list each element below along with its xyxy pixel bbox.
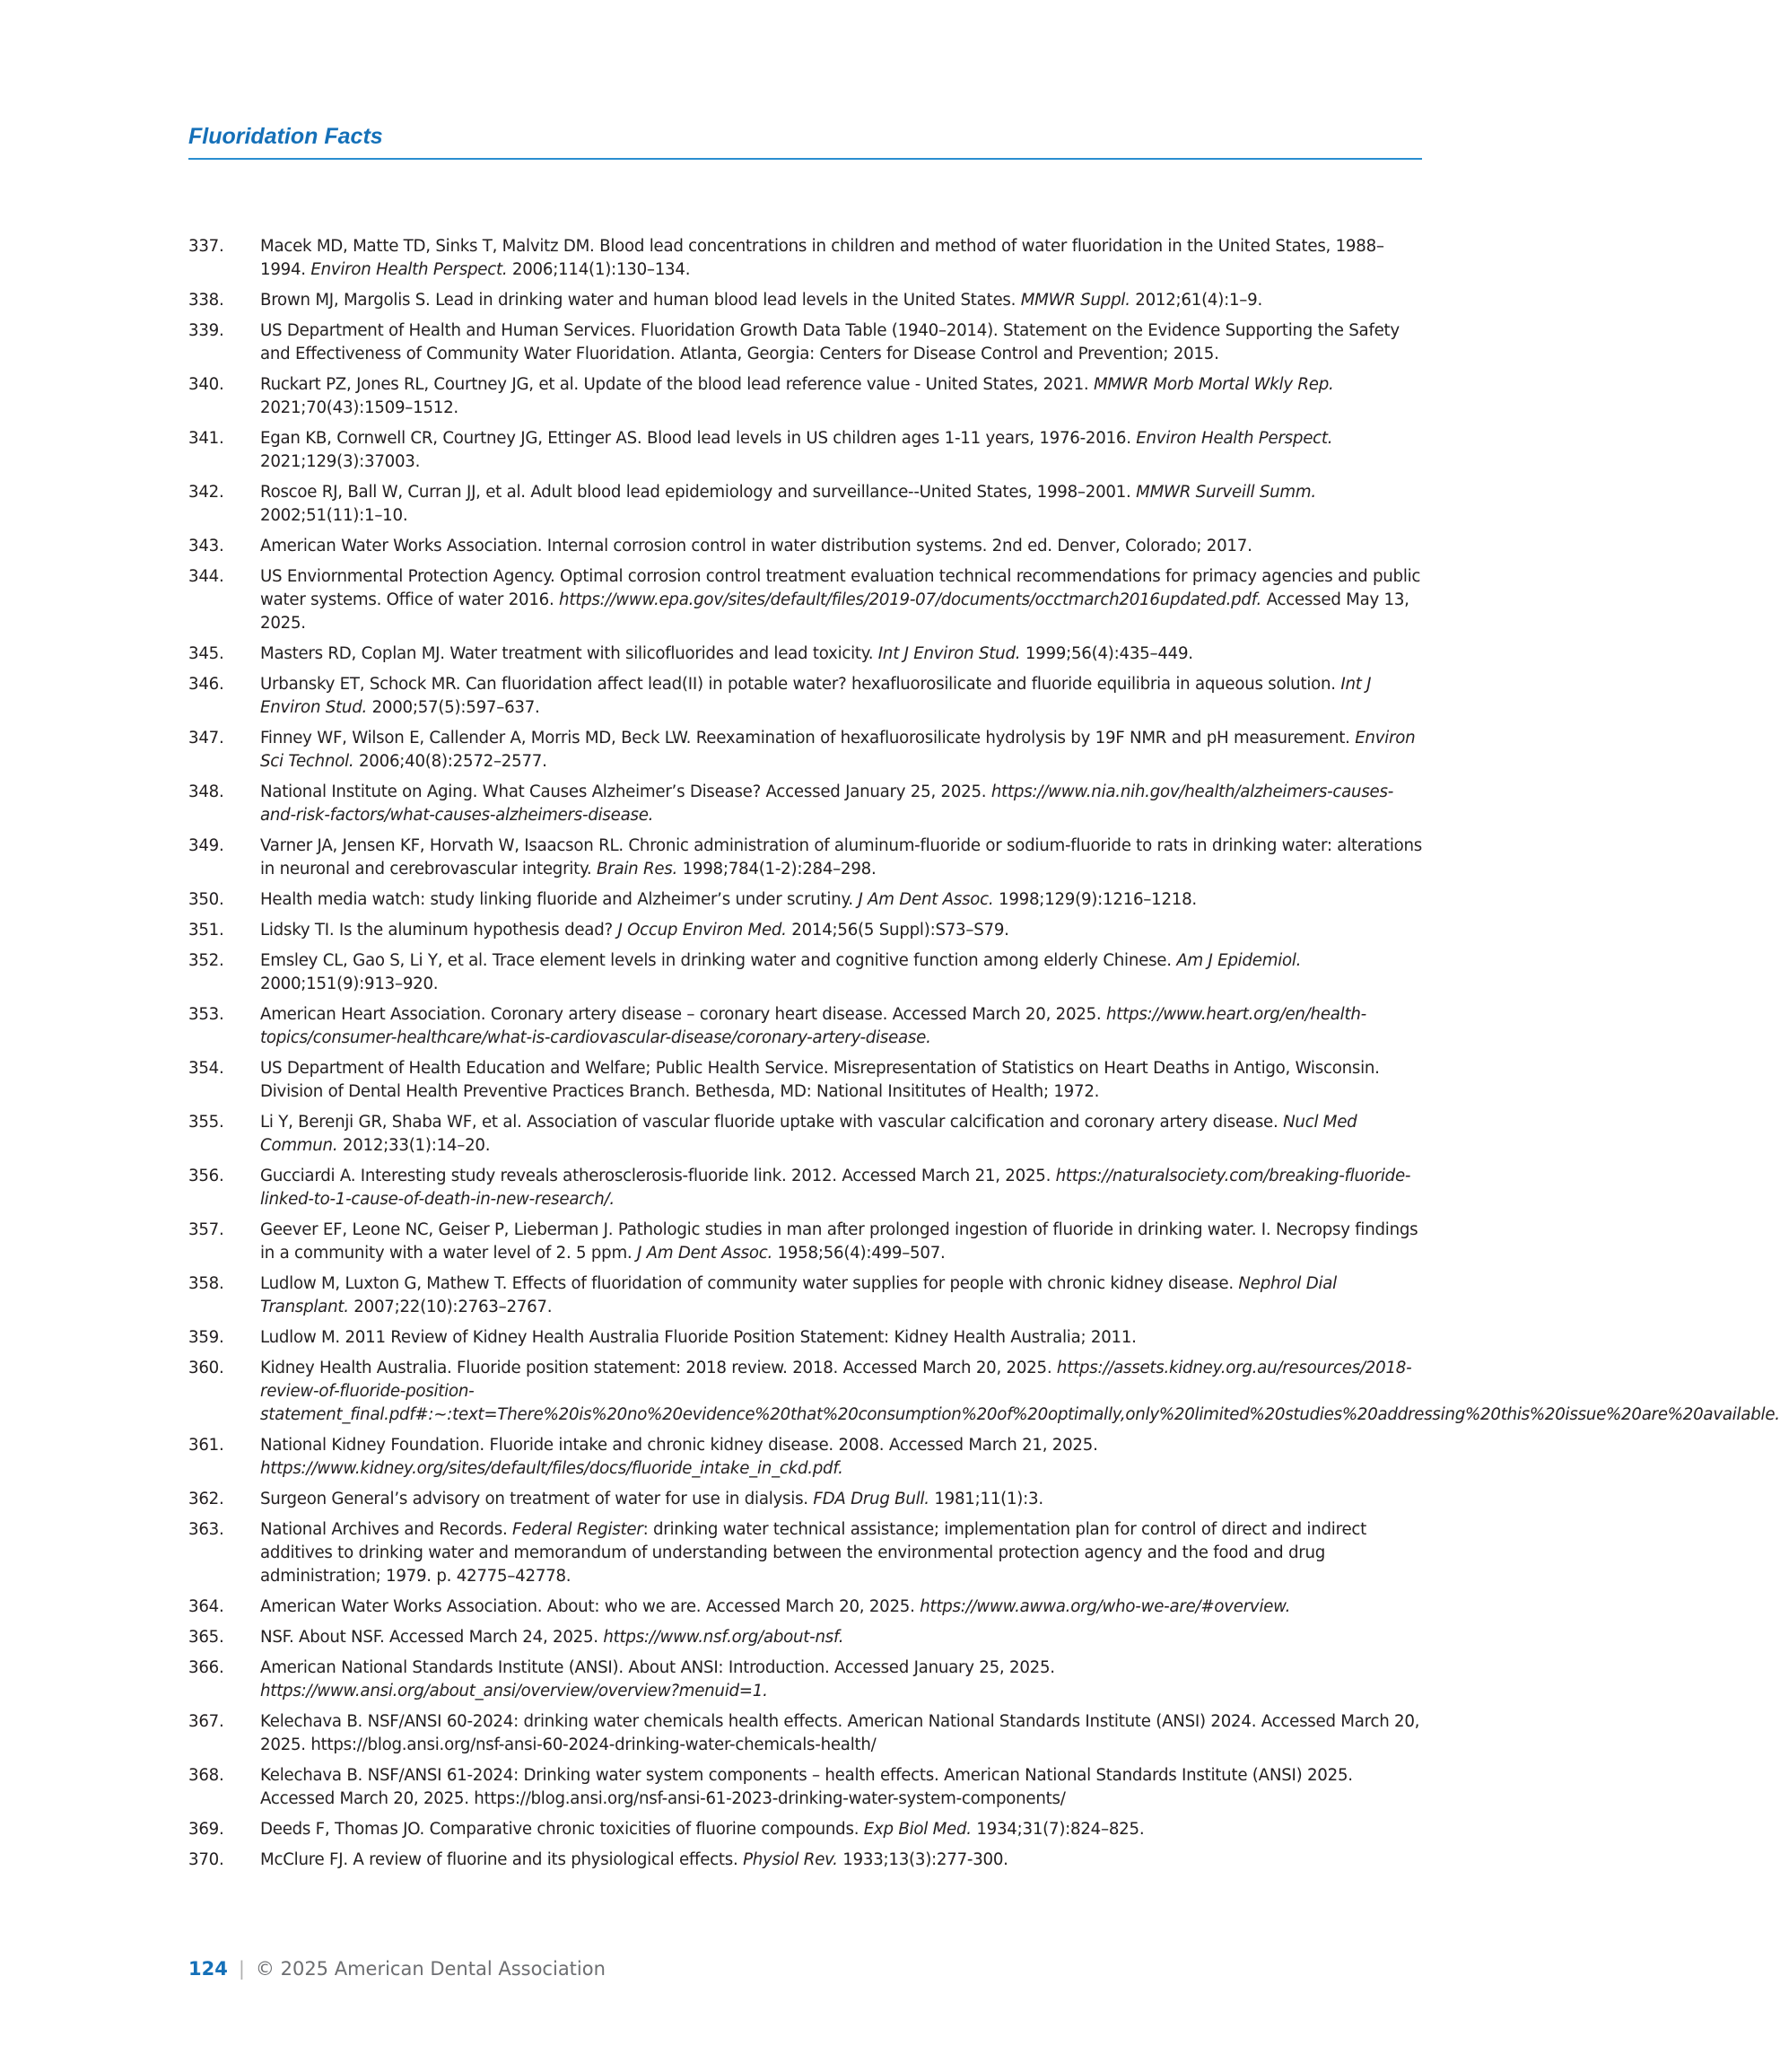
reference-text: US Department of Health Education and Welfare; Public Health Service. Misrepresentation of Statistics on Heart Deaths in Antigo, Wisconsin. Division of Dental Health Preventive Practices Branch. Bethesda, MD: National Insititutes of Health; 1972.	[260, 1059, 1380, 1101]
reference-text: 2006;114(1):130–134.	[507, 260, 691, 279]
reference-number: 362.	[188, 1490, 224, 1508]
reference-text: 2002;51(11):1–10.	[260, 506, 408, 525]
reference-number: 343.	[188, 537, 224, 555]
reference-italic-text: https://naturalsociety.com/breaking-fluoride-linked-to-1-cause-of-death-in-new-research/.	[260, 1167, 1411, 1209]
reference-number: 347.	[188, 729, 224, 747]
reference-item	[188, 427, 1422, 474]
reference-text: Accessed May 13, 2025.	[260, 590, 1409, 633]
reference-item	[188, 781, 1422, 827]
reference-item	[188, 535, 1422, 558]
reference-italic-text: Exp Biol Med.	[863, 1820, 972, 1839]
reference-number: 349.	[188, 836, 224, 855]
reference-italic-text: Int J Environ Stud.	[260, 675, 1372, 717]
reference-italic-text: Environ Sci Technol.	[260, 729, 1416, 771]
reference-item	[188, 1165, 1422, 1211]
reference-text: Lidsky TI. Is the aluminum hypothesis dead?	[260, 921, 618, 940]
reference-number: 351.	[188, 921, 224, 940]
reference-text: Surgeon General’s advisory on treatment of water for use in dialysis.	[260, 1490, 814, 1508]
reference-text: 2000;151(9):913–920.	[260, 975, 439, 993]
reference-item	[188, 1488, 1422, 1511]
reference-item	[188, 1596, 1422, 1619]
reference-text: Brown MJ, Margolis S. Lead in drinking water and human blood lead levels in the United States.	[260, 291, 1021, 310]
reference-item	[188, 727, 1422, 774]
reference-text: 2000;57(5):597–637.	[367, 698, 540, 717]
reference-italic-text: Nucl Med Commun.	[260, 1113, 1357, 1155]
reference-number: 350.	[188, 890, 224, 909]
reference-item	[188, 1818, 1422, 1841]
reference-text: 1999;56(4):435–449.	[1020, 644, 1193, 663]
reference-italic-text: J Am Dent Assoc.	[636, 1244, 773, 1263]
reference-text: 2021;70(43):1509–1512.	[260, 398, 458, 417]
reference-italic-text: MMWR Suppl.	[1020, 291, 1130, 310]
page-footer	[188, 1958, 606, 1980]
reference-number: 363.	[188, 1520, 224, 1539]
reference-number: 368.	[188, 1766, 224, 1785]
reference-text: Urbansky ET, Schock MR. Can fluoridation affect lead(II) in potable water? hexafluorosilicate and fluoride equilibria in aqueous solution.	[260, 675, 1341, 694]
reference-italic-text: https://assets.kidney.org.au/resources/2018-review-of-fluoride-position-statement_final.pdf#:~:text=There%20is%20no%20evidence%20that%20consumption%20of%20optimally,only%20limited%20studies%20addressing%20this%20issue%20are%20available.	[260, 1359, 1780, 1424]
reference-text: Deeds F, Thomas JO. Comparative chronic toxicities of fluorine compounds.	[260, 1820, 864, 1839]
reference-text: US Enviornmental Protection Agency. Optimal corrosion control treatment evaluation technical recommendations for primacy agencies and public water systems. Office of water 2016.	[260, 567, 1421, 609]
reference-item	[188, 835, 1422, 881]
reference-number: 341.	[188, 429, 224, 448]
reference-italic-text: MMWR Morb Mortal Wkly Rep.	[1093, 375, 1334, 394]
reference-italic-text: https://www.epa.gov/sites/default/files/2019-07/documents/occtmarch2016updated.pdf.	[559, 590, 1262, 609]
reference-italic-text: FDA Drug Bull.	[813, 1490, 929, 1508]
reference-text: US Department of Health and Human Services. Fluoridation Growth Data Table (1940–2014). Statement on the Evidence Supporting the Safety and Effectiveness of Community Water Fluoridation. Atlanta, Georgia: Centers for Disease Control and Prevention; 2015.	[260, 321, 1400, 363]
reference-italic-text: Am J Epidemiol.	[1176, 951, 1302, 970]
reference-text: Kelechava B. NSF/ANSI 61-2024: Drinking water system components – health effects. American National Standards Institute (ANSI) 2025. Accessed March 20, 2025. https://blog.ansi.org/nsf-ansi-61-2023-drinking-water-system-components/	[260, 1766, 1353, 1808]
reference-text: Finney WF, Wilson E, Callender A, Morris MD, Beck LW. Reexamination of hexafluorosilicate hydrolysis by 19F NMR and pH measurement.	[260, 729, 1356, 747]
reference-italic-text: Environ Health Perspect.	[310, 260, 508, 279]
reference-text: 1933;13(3):277-300.	[837, 1850, 1008, 1869]
reference-item	[188, 481, 1422, 528]
reference-italic-text: J Occup Environ Med.	[617, 921, 787, 940]
reference-number: 346.	[188, 675, 224, 694]
reference-item	[188, 643, 1422, 666]
reference-italic-text: MMWR Surveill Summ.	[1136, 483, 1316, 502]
reference-text: Varner JA, Jensen KF, Horvath W, Isaacson RL. Chronic administration of aluminum-fluoride or sodium-fluoride to rats in drinking water: alterations in neuronal and cerebrovascular integrity.	[260, 836, 1423, 879]
reference-number: 344.	[188, 567, 224, 586]
reference-text: : drinking water technical assistance; implementation plan for control of direct and indirect additives to drinking water and memorandum of understanding between the environmental protection agency and the food and drug administration; 1979. p. 42775–42778.	[260, 1520, 1367, 1586]
reference-text: Roscoe RJ, Ball W, Curran JJ, et al. Adult blood lead epidemiology and surveillance--United States, 1998–2001.	[260, 483, 1137, 502]
reference-italic-text: https://www.nsf.org/about-nsf.	[603, 1628, 844, 1647]
reference-text: 2012;61(4):1–9.	[1130, 291, 1262, 310]
reference-list	[188, 235, 1780, 1879]
reference-item	[188, 373, 1422, 420]
reference-item	[188, 1357, 1780, 1427]
reference-item	[188, 1272, 1422, 1319]
reference-item	[188, 1518, 1422, 1588]
reference-text: 1998;784(1-2):284–298.	[677, 860, 877, 879]
reference-item	[188, 1219, 1422, 1265]
reference-text: 2021;129(3):37003.	[260, 452, 421, 471]
reference-number: 342.	[188, 483, 224, 502]
reference-item	[188, 1710, 1422, 1757]
footer-separator: |	[238, 1958, 245, 1980]
reference-number: 366.	[188, 1658, 224, 1677]
reference-text: Ludlow M, Luxton G, Mathew T. Effects of fluoridation of community water supplies for people with chronic kidney disease.	[260, 1274, 1239, 1293]
reference-item	[188, 1764, 1422, 1811]
reference-item	[188, 919, 1422, 942]
running-header-title: Fluoridation Facts	[188, 124, 383, 149]
reference-number: 339.	[188, 321, 224, 340]
reference-text: Kelechava B. NSF/ANSI 60-2024: drinking water chemicals health effects. American National Standards Institute (ANSI) 2024. Accessed March 20, 2025. https://blog.ansi.org/nsf-ansi-60-2024-drinking-water-chemicals-health/	[260, 1712, 1420, 1754]
reference-item	[188, 1111, 1422, 1158]
reference-italic-text: Nephrol Dial Transplant.	[260, 1274, 1337, 1316]
reference-number: 355.	[188, 1113, 224, 1132]
reference-text: American Water Works Association. Internal corrosion control in water distribution systems. 2nd ed. Denver, Colorado; 2017.	[260, 537, 1252, 555]
reference-italic-text: Int J Environ Stud.	[877, 644, 1021, 663]
reference-item	[188, 235, 1422, 282]
reference-text: 1981;11(1):3.	[929, 1490, 1043, 1508]
reference-text: American Heart Association. Coronary artery disease – coronary heart disease. Accessed March 20, 2025.	[260, 1005, 1106, 1024]
reference-item	[188, 319, 1422, 366]
reference-text: McClure FJ. A review of fluorine and its physiological effects.	[260, 1850, 744, 1869]
reference-number: 352.	[188, 951, 224, 970]
reference-text: Gucciardi A. Interesting study reveals atherosclerosis-fluoride link. 2012. Accessed March 21, 2025.	[260, 1167, 1056, 1185]
reference-number: 367.	[188, 1712, 224, 1731]
reference-number: 358.	[188, 1274, 224, 1293]
reference-text: Kidney Health Australia. Fluoride position statement: 2018 review. 2018. Accessed March 20, 2025.	[260, 1359, 1057, 1377]
reference-number: 354.	[188, 1059, 224, 1078]
reference-item	[188, 1849, 1422, 1872]
reference-number: 370.	[188, 1850, 224, 1869]
reference-item	[188, 1626, 1422, 1649]
reference-italic-text: Physiol Rev.	[743, 1850, 838, 1869]
reference-number: 337.	[188, 237, 224, 256]
reference-item	[188, 1057, 1422, 1104]
reference-text: NSF. About NSF. Accessed March 24, 2025.	[260, 1628, 604, 1647]
reference-text: National Institute on Aging. What Causes Alzheimer’s Disease? Accessed January 25, 2025.	[260, 782, 991, 801]
reference-italic-text: Federal Register	[512, 1520, 643, 1539]
reference-text: 2006;40(8):2572–2577.	[353, 752, 547, 771]
reference-italic-text: https://www.awwa.org/who-we-are/#overview.	[920, 1597, 1291, 1616]
reference-number: 365.	[188, 1628, 224, 1647]
reference-item	[188, 673, 1422, 720]
reference-text: American Water Works Association. About: who we are. Accessed March 20, 2025.	[260, 1597, 921, 1616]
reference-italic-text: https://www.ansi.org/about_ansi/overview/overview?menuid=1.	[260, 1682, 768, 1700]
reference-number: 345.	[188, 644, 224, 663]
reference-text: American National Standards Institute (ANSI). About ANSI: Introduction. Accessed January 25, 2025.	[260, 1658, 1055, 1677]
reference-text: 1958;56(4):499–507.	[772, 1244, 946, 1263]
reference-number: 340.	[188, 375, 224, 394]
reference-text: Egan KB, Cornwell CR, Courtney JG, Ettinger AS. Blood lead levels in US children ages 1-11 years, 1976-2016.	[260, 429, 1137, 448]
reference-text: Emsley CL, Gao S, Li Y, et al. Trace element levels in drinking water and cognitive function among elderly Chinese.	[260, 951, 1177, 970]
reference-text: Health media watch: study linking fluoride and Alzheimer’s under scrutiny.	[260, 890, 859, 909]
reference-item	[188, 949, 1422, 996]
reference-item	[188, 565, 1422, 635]
reference-text: Macek MD, Matte TD, Sinks T, Malvitz DM. Blood lead concentrations in children and method of water fluoridation in the United States, 1988–1994.	[260, 237, 1384, 279]
reference-text: 2012;33(1):14–20.	[337, 1136, 491, 1155]
reference-item	[188, 1434, 1422, 1481]
reference-text: Masters RD, Coplan MJ. Water treatment with silicofluorides and lead toxicity.	[260, 644, 878, 663]
reference-item	[188, 1657, 1422, 1703]
reference-number: 360.	[188, 1359, 224, 1377]
copyright-notice: © 2025 American Dental Association	[255, 1958, 606, 1980]
reference-number: 357.	[188, 1220, 224, 1239]
reference-italic-text: https://www.heart.org/en/health-topics/consumer-healthcare/what-is-cardiovascular-disease/coronary-artery-disease.	[260, 1005, 1366, 1047]
reference-text: 1934;31(7):824–825.	[971, 1820, 1145, 1839]
reference-number: 353.	[188, 1005, 224, 1024]
page-number: 124	[188, 1958, 228, 1980]
reference-item	[188, 289, 1422, 312]
reference-number: 369.	[188, 1820, 224, 1839]
reference-item	[188, 1003, 1422, 1050]
reference-number: 356.	[188, 1167, 224, 1185]
reference-number: 364.	[188, 1597, 224, 1616]
reference-italic-text: J Am Dent Assoc.	[858, 890, 994, 909]
reference-number: 361.	[188, 1436, 224, 1455]
reference-text: National Kidney Foundation. Fluoride intake and chronic kidney disease. 2008. Accessed March 21, 2025.	[260, 1436, 1098, 1455]
reference-text: Ruckart PZ, Jones RL, Courtney JG, et al. Update of the blood lead reference value - United States, 2021.	[260, 375, 1094, 394]
reference-item	[188, 1326, 1422, 1350]
reference-text: Ludlow M. 2011 Review of Kidney Health Australia Fluoride Position Statement: Kidney Health Australia; 2011.	[260, 1328, 1137, 1347]
reference-number: 338.	[188, 291, 224, 310]
header-divider	[188, 158, 1422, 160]
reference-text: Li Y, Berenji GR, Shaba WF, et al. Association of vascular fluoride uptake with vascular calcification and coronary artery disease.	[260, 1113, 1284, 1132]
reference-text: Geever EF, Leone NC, Geiser P, Lieberman J. Pathologic studies in man after prolonged ingestion of fluoride in drinking water. I. Necropsy findings in a community with a water level of 2. 5 ppm.	[260, 1220, 1418, 1263]
reference-italic-text: https://www.kidney.org/sites/default/files/docs/fluoride_intake_in_ckd.pdf.	[260, 1459, 843, 1478]
reference-italic-text: https://www.nia.nih.gov/health/alzheimers-causes-and-risk-factors/what-causes-alzheimers-disease.	[260, 782, 1394, 825]
reference-text: 1998;129(9):1216–1218.	[993, 890, 1197, 909]
reference-number: 348.	[188, 782, 224, 801]
reference-text: National Archives and Records.	[260, 1520, 513, 1539]
reference-italic-text: Environ Health Perspect.	[1136, 429, 1333, 448]
reference-item	[188, 888, 1422, 912]
reference-text: 2014;56(5 Suppl):S73–S79.	[786, 921, 1009, 940]
reference-italic-text: Brain Res.	[596, 860, 678, 879]
reference-text: 2007;22(10):2763–2767.	[348, 1298, 553, 1316]
reference-number: 359.	[188, 1328, 224, 1347]
